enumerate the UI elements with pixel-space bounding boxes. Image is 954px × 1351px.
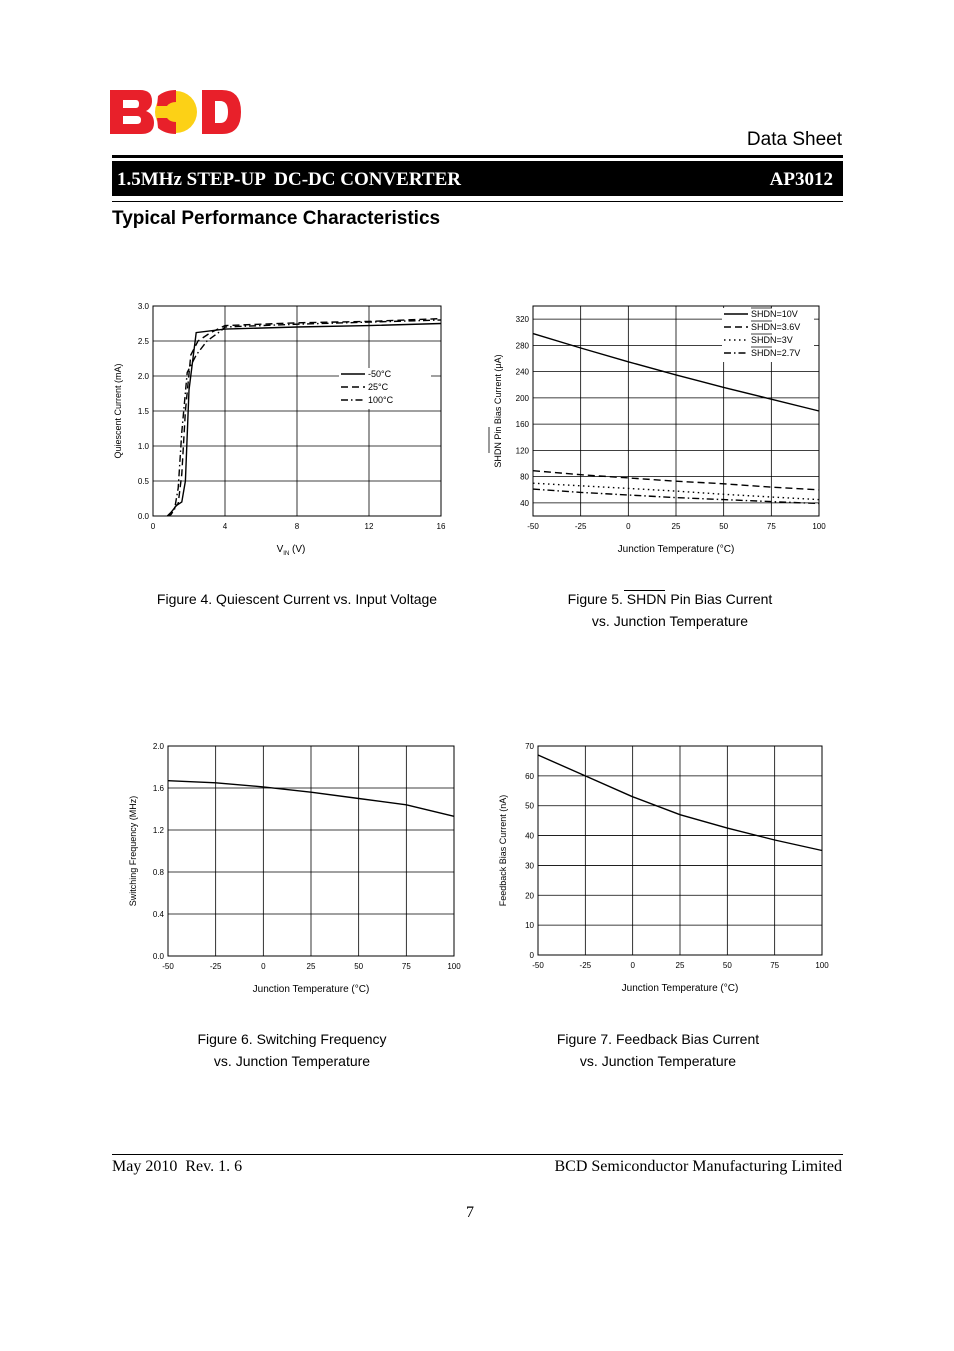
x-tick-label: 0 [626,522,631,531]
figure-5-caption-overline [624,590,665,591]
x-tick-label: 16 [436,522,446,531]
title-underline [112,201,843,202]
y-axis-label: SHDN Pin Bias Current (μA) [493,354,503,468]
y-tick-label: 60 [525,771,534,781]
figure-6-caption-line2: vs. Junction Temperature [213,1053,371,1069]
figure-5-caption-line2: vs. Junction Temperature [591,613,749,629]
figure-5-caption [495,588,845,632]
y-tick-label: 2.0 [137,372,149,381]
x-tick-label: 12 [364,522,374,531]
y-tick-label: 320 [515,315,529,325]
legend-label: SHDN=3.6V [751,322,801,332]
x-tick-label: 4 [222,522,228,531]
y-tick-label: 200 [515,393,529,403]
x-label-suffix: (V) [289,544,306,555]
y-tick-label: 0.8 [152,868,164,877]
y-tick-label: 0.5 [137,477,149,486]
y-tick-label: 0.4 [152,910,164,919]
y-tick-label: 70 [525,742,534,751]
y-tick-label: 40 [520,498,529,508]
bcd-logo [110,88,242,136]
x-axis-label: Junction Temperature (°C) [621,983,739,994]
figure-7-caption [483,1028,833,1072]
y-tick-label: 120 [515,446,529,456]
y-tick-label: 280 [515,341,529,351]
x-axis-label [277,544,306,557]
y-tick-label: 30 [525,861,534,871]
y-tick-label: 80 [520,472,529,482]
x-tick-label: 75 [766,522,776,531]
y-tick-label: 2.5 [137,337,149,346]
x-tick-label: -50 [162,962,174,971]
x-tick-label: 100 [815,961,829,970]
chart-quiescent-current [100,295,460,560]
y-tick-label: 0 [529,951,534,960]
chart-switching-frequency [115,735,475,1000]
document-title: 1.5MHz STEP-UP DC-DC CONVERTER [117,169,461,190]
x-tick-label: -25 [574,522,587,531]
figure-4-caption-line1: Figure 4. Quiescent Current vs. Input Voltage [156,591,438,607]
x-tick-label: 0 [261,962,266,971]
x-tick-label: 8 [294,522,300,531]
x-tick-label: 25 [675,961,685,970]
x-tick-label: -25 [579,961,592,970]
x-tick-label: -50 [527,522,539,531]
x-tick-label: 0 [630,961,635,970]
x-tick-label: 50 [354,962,364,971]
x-axis-label: Junction Temperature (°C) [252,984,370,995]
x-label-main: V [276,544,284,555]
y-tick-label: 240 [515,367,529,377]
header-rule [112,155,843,158]
y-tick-label: 2.0 [152,742,164,751]
section-title: Typical Performance Characteristics [112,208,441,229]
x-label-sub: IN [283,551,290,557]
figure-6-caption [117,1028,467,1072]
y-tick-label: 50 [525,801,534,811]
chart-shdn-bias-current [480,295,840,560]
part-number: AP3012 [769,169,833,190]
y-tick-label: 10 [525,921,534,931]
legend-label: SHDN=10V [751,309,798,319]
chart-feedback-bias-current [485,735,845,1000]
y-tick-label: 160 [515,420,529,430]
figure-5-caption-text: Figure 5. SHDN Pin Bias Current [567,591,773,607]
x-tick-label: -25 [209,962,222,971]
y-tick-label: 40 [525,831,534,841]
legend-label: SHDN=3V [751,335,793,345]
y-tick-label: 3.0 [137,302,149,311]
figure-7-caption-line1: Figure 7. Feedback Bias Current [556,1031,760,1047]
footer-rule [112,1154,843,1155]
y-tick-label: 1.2 [152,826,164,835]
x-tick-label: 100 [812,522,826,531]
title-bar [112,161,843,196]
series-line-2 [167,320,441,516]
x-tick-label: 25 [306,962,316,971]
figure-4-caption [122,588,472,610]
legend-label: 25°C [368,382,389,392]
y-tick-label: 1.0 [137,442,149,451]
y-axis-label: Switching Frequency (MHz) [128,795,138,907]
x-tick-label: 100 [447,962,461,971]
x-tick-label: 50 [722,961,732,970]
y-tick-label: 0.0 [137,512,149,521]
y-axis-label: Feedback Bias Current (nA) [498,794,508,907]
y-tick-label: 1.6 [152,784,164,793]
footer-company: BCD Semiconductor Manufacturing Limited [554,1158,842,1175]
x-tick-label: 50 [719,522,729,531]
x-tick-label: 75 [770,961,780,970]
doc-type-label: Data Sheet [746,129,842,150]
x-tick-label: 25 [671,522,681,531]
y-tick-label: 1.5 [137,407,149,416]
figure-6-caption-line1: Figure 6. Switching Frequency [197,1031,387,1047]
y-axis-label: Quiescent Current (mA) [113,363,123,459]
x-tick-label: -50 [532,961,544,970]
page-number: 7 [466,1204,474,1221]
legend-label: SHDN=2.7V [751,348,801,358]
figure-7-caption-line2: vs. Junction Temperature [579,1053,737,1069]
footer-revision: May 2010 Rev. 1. 6 [112,1158,243,1175]
figure-5-caption-line1 [495,588,845,610]
x-axis-label: Junction Temperature (°C) [617,544,735,555]
legend-label: 100°C [368,395,394,405]
series-line-0 [167,324,441,517]
series-line-1 [167,319,441,516]
legend-label: -50°C [368,369,392,379]
y-tick-label: 0.0 [152,952,164,961]
y-tick-label: 20 [525,891,534,901]
x-tick-label: 75 [401,962,411,971]
x-tick-label: 0 [150,522,156,531]
